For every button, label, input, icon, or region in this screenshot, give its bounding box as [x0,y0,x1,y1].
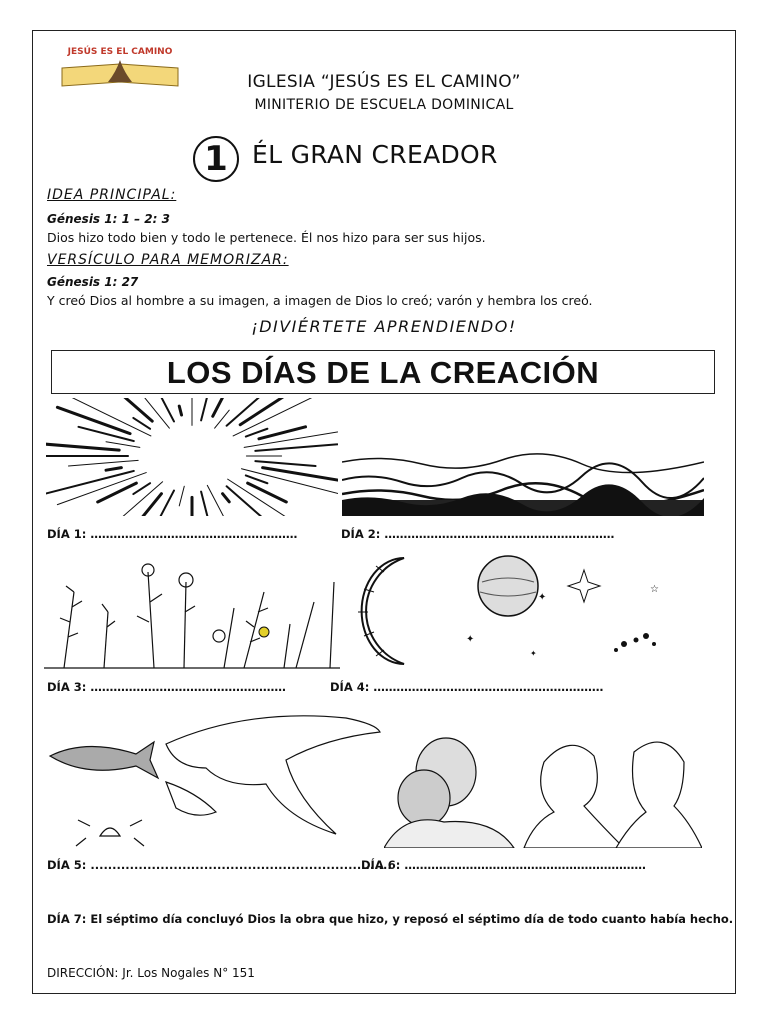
light-ray [68,460,138,466]
day2-label: DÍA 2: …………………………………………………… [341,527,615,541]
day2-waters-illustration [342,450,704,520]
day6-creatures-illustration [384,732,702,852]
day4-sky-illustration [354,552,666,674]
lesson-title: ÉL GRAN CREADOR [252,140,498,169]
light-ray [207,485,227,516]
light-ray [46,398,151,436]
light-ray [106,468,121,471]
memory-verse-text: Y creó Dios al hombre a su imagen, a imagen de Dios lo creó; varón y hembra los creó. [47,293,593,308]
light-ray [223,494,230,502]
light-ray [106,442,140,448]
day6-label: DÍA 6: ……………………………………………………… [361,858,646,872]
day5-animals-illustration [46,708,386,854]
light-ray [179,406,181,415]
light-ray [133,418,150,429]
logo-text: JESÚS ES EL CAMINO [67,47,173,57]
memory-verse-reference: Génesis 1: 27 [47,275,139,289]
address: DIRECCIÓN: Jr. Los Nogales N° 151 [47,966,255,980]
day3-label: DÍA 3: …………………………………………… [47,680,286,694]
memory-verse-heading: VERSÍCULO PARA MEMORIZAR: [47,252,289,268]
light-ray [137,398,174,421]
light-ray [46,471,134,502]
day1-label: DÍA 1: ……………………………………………… [47,527,298,541]
light-ray [263,468,338,482]
day5-label: DÍA 5: ..................................................................... [47,858,392,872]
day7-text: DÍA 7: El séptimo día concluyó Dios la obra que hizo, y reposó el séptimo día de todo cuanto había hecho. [47,912,734,926]
svg-text:☆: ☆ [650,584,659,595]
light-ray [78,427,133,441]
light-ray [98,483,137,502]
light-ray [233,398,338,436]
day4-label: DÍA 4: …………………………………………………… [330,680,604,694]
main-idea-reference: Génesis 1: 1 – 2: 3 [47,212,170,226]
light-ray [248,483,287,502]
main-idea-heading: IDEA PRINCIPAL: [47,187,177,203]
light-ray [246,429,268,437]
church-name: IGLESIA “JESÚS ES EL CAMINO” [247,72,521,92]
lesson-number: 1 [193,136,239,182]
activity-heading: ¡DIVIÉRTETE APRENDIENDO! [251,317,517,336]
svg-text:✦: ✦ [466,634,475,645]
light-ray [240,398,297,425]
day3-plants-illustration [44,552,340,674]
svg-text:✦: ✦ [538,592,547,603]
light-ray [255,440,338,451]
light-ray [246,475,268,483]
light-ray [126,494,162,516]
light-ray [179,486,184,506]
light-ray [255,461,315,466]
day1-light-illustration [46,398,338,520]
main-idea-text: Dios hizo todo bien y todo le pertenece. Él nos hizo para ser sus hijos. [47,230,486,245]
svg-text:✦: ✦ [530,649,537,658]
light-ray [86,482,162,516]
creation-banner: LOS DÍAS DE LA CREACIÓN [51,350,715,394]
ministry-name: MINITERIO DE ESCUELA DOMINICAL [254,97,514,113]
